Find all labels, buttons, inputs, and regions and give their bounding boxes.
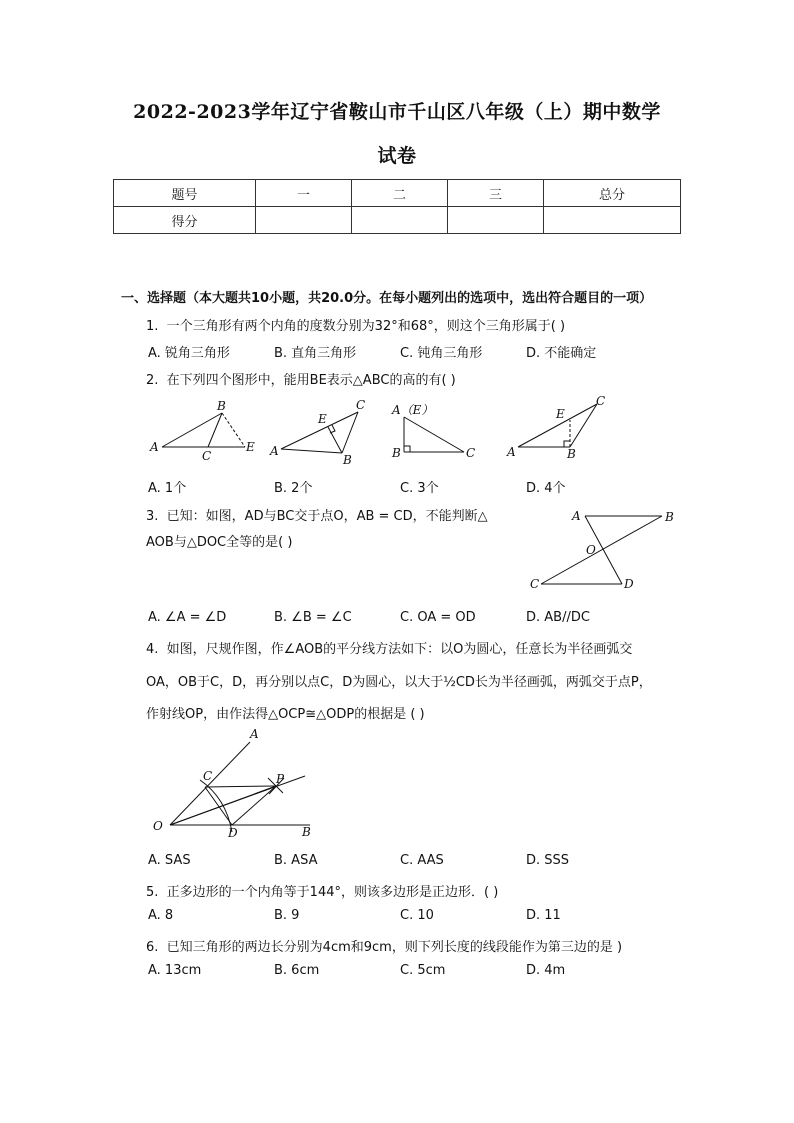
- q2-f3-label-c: C: [466, 446, 476, 460]
- q4-label-d: D: [228, 826, 238, 840]
- question-3-number: 3.: [146, 509, 159, 524]
- q4-figure: [170, 742, 310, 832]
- q3-option-c[interactable]: C. OA = OD: [400, 610, 476, 625]
- question-6-text: 已知三角形的两边长分别为4cm和9cm，则下列长度的线段能作为第三边的是 ): [166, 940, 623, 955]
- q5-option-c[interactable]: C. 10: [400, 908, 434, 923]
- question-2-text: 在下列四个图形中，能用BE表示△ABC的高的有( ): [166, 373, 456, 388]
- q4-option-d[interactable]: D. SSS: [526, 853, 570, 868]
- question-1-number: 1.: [146, 319, 159, 334]
- question-1-text: 一个三角形有两个内角的度数分别为32°和68°，则这个三角形属于( ): [166, 319, 566, 334]
- q2-option-b[interactable]: B. 2个: [274, 481, 313, 496]
- q2-figure-3: [404, 417, 464, 452]
- q2-f2-label-b: B: [343, 453, 352, 467]
- question-3: [146, 505, 488, 524]
- q1-option-c[interactable]: C. 钝角三角形: [400, 346, 483, 361]
- q3-option-a[interactable]: A. ∠A = ∠D: [148, 610, 227, 625]
- q4-label-b: B: [302, 825, 311, 839]
- q4-label-p: P: [276, 772, 285, 786]
- q5-option-a[interactable]: A. 8: [148, 908, 174, 923]
- question-2-number: 2.: [146, 373, 159, 388]
- section-heading-text: 一、选择题（本大题共10小题，共20.0分。在每小题列出的选项中，选出符合题目的一项）: [121, 291, 653, 306]
- q2-f1-label-e: E: [246, 440, 255, 454]
- q6-option-c[interactable]: C. 5cm: [400, 963, 446, 978]
- q3-option-d[interactable]: D. AB//DC: [526, 610, 590, 625]
- q1-option-b[interactable]: B. 直角三角形: [274, 346, 357, 361]
- header-cell-part1: 一: [256, 180, 352, 207]
- q2-f3-label-ae: A（E）: [392, 403, 434, 417]
- header-cell-total: 总分: [544, 180, 681, 207]
- q2-f3-label-b: B: [392, 446, 401, 460]
- q3-label-b: B: [665, 510, 674, 524]
- question-3-text-line1: 已知：如图，AD与BC交于点O，AB = CD，不能判断△: [166, 509, 488, 524]
- q6-option-b[interactable]: B. 6cm: [274, 963, 320, 978]
- question-6: [146, 936, 622, 955]
- q2-f1-label-a: A: [150, 440, 159, 454]
- q4-label-c: C: [203, 769, 213, 783]
- exam-title-line1: 2022-2023学年辽宁省鞍山市千山区八年级（上）期中数学: [133, 101, 661, 123]
- q5-option-d[interactable]: D. 11: [526, 908, 561, 923]
- question-5-number: 5.: [146, 885, 159, 900]
- q3-figure: [541, 516, 662, 584]
- question-5: [146, 881, 498, 900]
- q2-option-a[interactable]: A. 1个: [148, 481, 187, 496]
- q3-label-o: O: [586, 543, 596, 557]
- q5-option-b[interactable]: B. 9: [274, 908, 300, 923]
- header-cell-part3: 三: [448, 180, 544, 207]
- q4-option-c[interactable]: C. AAS: [400, 853, 444, 868]
- question-4-number: 4.: [146, 642, 159, 657]
- q6-option-a[interactable]: A. 13cm: [148, 963, 202, 978]
- q3-option-b[interactable]: B. ∠B = ∠C: [274, 610, 352, 625]
- q2-option-d[interactable]: D. 4个: [526, 481, 566, 496]
- q6-option-d[interactable]: D. 4m: [526, 963, 566, 978]
- question-6-number: 6.: [146, 940, 159, 955]
- question-5-text: 正多边形的一个内角等于144°，则该多边形是正边形．( ): [166, 885, 499, 900]
- q2-f4-label-e: E: [556, 407, 565, 421]
- exam-title-line2: 试卷: [377, 145, 417, 167]
- score-cell-label: 得分: [114, 207, 256, 234]
- q1-option-a[interactable]: A. 锐角三角形: [148, 346, 230, 361]
- q2-f4-label-c: C: [596, 394, 606, 408]
- q3-label-a: A: [572, 509, 581, 523]
- header-cell-question-no: 题号: [114, 180, 256, 207]
- q3-label-c: C: [530, 577, 540, 591]
- q2-f2-label-c: C: [356, 398, 366, 412]
- question-4-line3: 作射线OP，由作法得△OCP≅△ODP的根据是 ( ): [146, 707, 425, 722]
- q2-f2-label-e: E: [318, 412, 327, 426]
- q2-f2-label-a: A: [270, 444, 279, 458]
- q4-label-o: O: [153, 819, 163, 833]
- q2-f4-label-a: A: [507, 445, 516, 459]
- q2-figure-1: [162, 413, 245, 447]
- q3-label-d: D: [624, 577, 634, 591]
- q2-option-c[interactable]: C. 3个: [400, 481, 439, 496]
- question-4-text-line1: 如图，尺规作图，作∠AOB的平分线方法如下：以O为圆心，任意长为半径画弧交: [166, 642, 633, 657]
- q2-f1-label-c: C: [202, 449, 212, 463]
- q2-f1-label-b: B: [217, 399, 226, 413]
- q4-option-a[interactable]: A. SAS: [148, 853, 191, 868]
- q4-label-a: A: [250, 727, 259, 741]
- q2-f4-label-b: B: [567, 447, 576, 461]
- header-cell-part2: 二: [352, 180, 448, 207]
- q1-option-d[interactable]: D. 不能确定: [526, 346, 597, 361]
- question-4-line2: OA，OB于C，D，再分别以点C，D为圆心，以大于½CD长为半径画弧，两弧交于点P，: [146, 675, 652, 690]
- question-3-line2: AOB与△DOC全等的是( ): [146, 535, 293, 550]
- q4-option-b[interactable]: B. ASA: [274, 853, 318, 868]
- question-4: [146, 638, 632, 657]
